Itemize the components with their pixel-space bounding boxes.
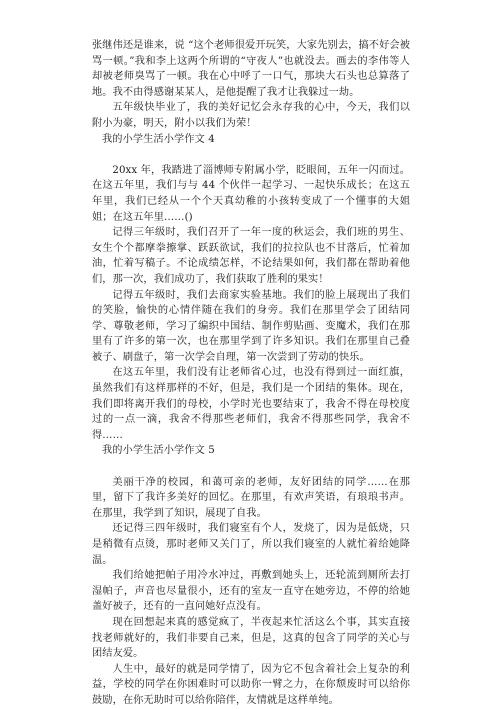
body-paragraph: 记得五年级时，我们去商家实验基地。我们的脸上展现出了我们的笑脸，愉快的心情伴随在我们的身旁。我们在那里学会了团结同学、尊敬老师，学习了编织中国结、制作剪贴画、变魔术，我们在那里有了许多的第一次，也在那里学到了许多知识。我们在那里自己叠被子、刷盘子，第一次学会自理，第一次尝到了劳动的快乐。 xyxy=(92,289,410,363)
document-page xyxy=(92,38,410,709)
body-paragraph: 记得三年级时，我们召开了一年一度的秋运会，我们班的男生、女生个个都摩拳擦掌、跃跃欲试，我们的拉拉队也不甘落后，忙着加油，忙着写稿子。不论成绩怎样，不论结果如何，我们都在帮助着他们，那一次，我们成功了，我们获取了胜利的果实！ xyxy=(92,227,410,285)
blank-line xyxy=(92,459,410,475)
body-paragraph: 现在回想起来真的感觉疯了，半夜起来忙活这么个事，其实直接找老师就好的，我们非要自己来，但是，这真的包含了同学的关心与团结友爱。 xyxy=(92,616,410,660)
section-title: 我的小学生活小学作文 4 xyxy=(102,133,215,145)
body-paragraph: 人生中，最好的就是同学情了，因为它不包含着社会上复杂的利益，学校的同学在你困难时可以助你一臂之力，在你颓废时可以给你鼓励，在你无助时可以给你陪伴，友情就是这样单纯。 xyxy=(92,663,410,706)
body-paragraph: 五年级快毕业了，我的美好记忆会永存我的心中，今天，我们以附小为豪，明天，附小以我们为荣！ xyxy=(92,102,410,129)
body-paragraph: 美丽干净的校园，和蔼可亲的老师，友好团结的同学……在那里，留下了我许多美好的回忆。在那里，有欢声笑语，有琅琅书声。在那里，我学到了知识，展现了自我。 xyxy=(92,476,410,519)
body-paragraph: 张继伟还是谁来，说 “这个老师很爱开玩笑，大家先别去，搞不好会被骂一顿。”我和李上这两个所谓的“守夜人”也就没去。画去的李伟等人却被老师臭骂了一顿。我在心中呼了一口气，那块大石头也总算落了地。我不由得感谢某某人，是他提醒了我才让我躲过一劫。 xyxy=(92,40,410,98)
body-paragraph: 在这五年里，我们没有让老师省心过，也没有得到过一面红旗，虽然我们有这样那样的不好，但是，我们是一个团结的集体。现在，我们即将离开我们的母校，小学时光也要结束了，我舍不得在母校度过的一点一滴，我舍不得那些老师们，我舍不得那些同学，我舍不得…… xyxy=(92,367,410,441)
blank-line xyxy=(92,147,410,163)
body-paragraph: 20xx 年，我踏进了淄博师专附属小学，眨眼间，五年一闪而过。在这五年里，我们与与 44 个伙伴一起学习、一起快乐成长；在这五年里，我们已经从一个个天真幼稚的小孩转变成了一个懂事的大姐姐；在这五年里……() xyxy=(92,164,410,223)
section-title: 我的小学生活小学作文 5 xyxy=(102,445,215,457)
body-paragraph: 还记得三四年级时，我们寝室有个人，发烧了，因为是低烧，只是稍微有点烫，那时老师又关门了，所以我们寝室的人就忙着给她降温。 xyxy=(92,523,410,566)
body-paragraph: 我们给她把帕子用冷水冲过，再敷到她头上，还轮流到厕所去打湿帕子，声音也尽量很小，还有的室友一直守在她旁边，不停的给她盖好被子，还有的一直问她好点没有。 xyxy=(92,570,410,613)
